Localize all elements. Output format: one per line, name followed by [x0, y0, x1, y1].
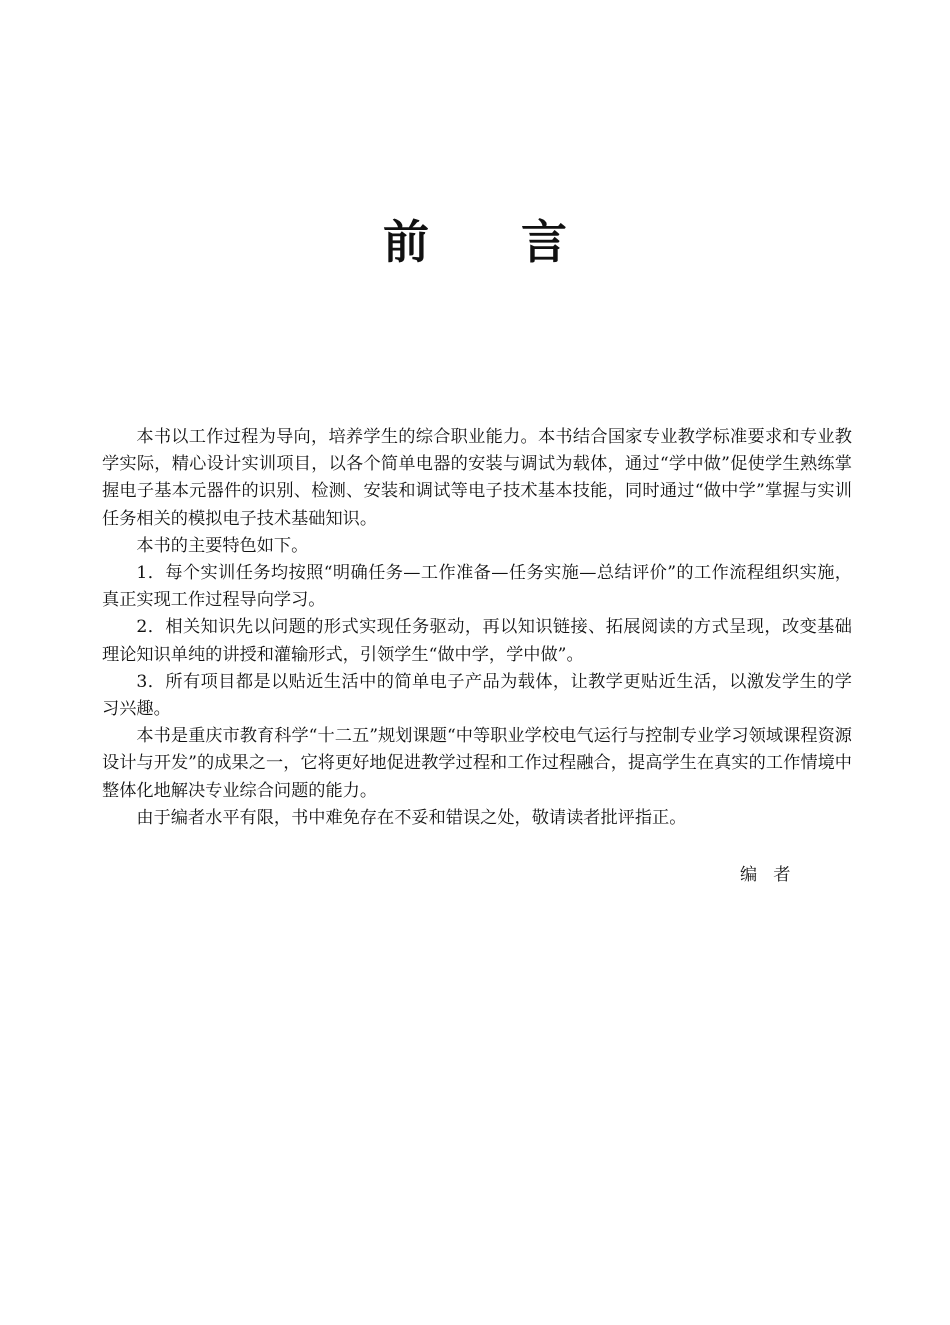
- preface-body: [102, 424, 852, 832]
- paragraph-feature-1: 1．每个实训任务均按照“明确任务—工作准备—任务实施—总结评价”的工作流程组织实施，真正实现工作过程导向学习。: [102, 563, 852, 611]
- paragraph-feature-3: 3．所有项目都是以贴近生活中的简单电子产品为载体，让教学更贴近生活，以激发学生的学习兴趣。: [102, 671, 852, 720]
- paragraph-closing: 由于编者水平有限，书中难免存在不妥和错误之处，敬请读者批评指正。: [136, 807, 687, 828]
- page-title: 前言: [383, 215, 659, 269]
- paragraph-feature-2: 2．相关知识先以问题的形式实现任务驱动，再以知识链接、拓展阅读的方式呈现，改变基础理论知识单纯的讲授和灌输形式，引领学生“做中学，学中做”。: [102, 617, 852, 665]
- author-signature: 编者: [740, 865, 807, 885]
- paragraph-features-heading: 本书的主要特色如下。: [136, 535, 309, 556]
- paragraph-project-source: 本书是重庆市教育科学“十二五”规划课题“中等职业学校电气运行与控制专业学习领域课程资源设计与开发”的成果之一，它将更好地促进教学过程和工作过程融合，提高学生在真实的工作情境中整体化地解决专业综合问题的能力。: [102, 726, 852, 801]
- paragraph-intro: 本书以工作过程为导向，培养学生的综合职业能力。本书结合国家专业教学标准要求和专业教学实际，精心设计实训项目，以各个简单电器的安装与调试为载体，通过“学中做”促使学生熟练掌握电子基本元器件的识别、检测、安装和调试等电子技术基本技能，同时通过“做中学”掌握与实训任务相关的模拟电子技术基础知识。: [102, 427, 852, 529]
